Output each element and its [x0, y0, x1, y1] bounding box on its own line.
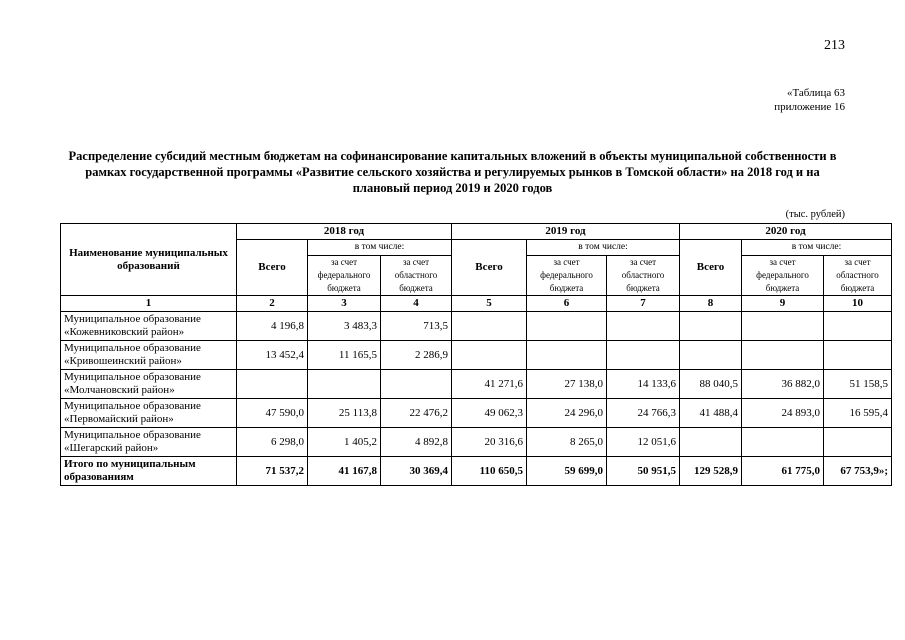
header-year-2018: 2018 год	[237, 224, 452, 240]
value-cell	[607, 341, 680, 370]
total-value-cell: 61 775,0	[742, 457, 824, 486]
value-cell	[452, 312, 527, 341]
header-total-2020: Всего	[680, 240, 742, 296]
value-cell: 1 405,2	[308, 428, 381, 457]
value-cell	[308, 370, 381, 399]
value-cell: 88 040,5	[680, 370, 742, 399]
value-cell: 20 316,6	[452, 428, 527, 457]
municipality-name: Муниципальное образование «Первомайский район»	[61, 399, 237, 428]
column-number: 4	[381, 296, 452, 312]
column-number: 10	[824, 296, 892, 312]
header-regional-2019: за счет областного бюджета	[607, 256, 680, 296]
header-total-2019: Всего	[452, 240, 527, 296]
header-including-2019: в том числе:	[527, 240, 680, 256]
header-including-2018: в том числе:	[308, 240, 452, 256]
table-reference	[774, 86, 845, 114]
table-row	[61, 370, 892, 399]
table-row	[61, 428, 892, 457]
value-cell	[680, 428, 742, 457]
value-cell: 14 133,6	[607, 370, 680, 399]
value-cell: 8 265,0	[527, 428, 607, 457]
value-cell: 713,5	[381, 312, 452, 341]
value-cell: 4 892,8	[381, 428, 452, 457]
value-cell: 47 590,0	[237, 399, 308, 428]
value-cell	[527, 341, 607, 370]
total-label: Итого по муниципальным образованиям	[61, 457, 237, 486]
total-value-cell: 50 951,5	[607, 457, 680, 486]
value-cell: 6 298,0	[237, 428, 308, 457]
header-federal-2019: за счет федерального бюджета	[527, 256, 607, 296]
total-value-cell: 41 167,8	[308, 457, 381, 486]
value-cell: 51 158,5	[824, 370, 892, 399]
value-cell	[824, 428, 892, 457]
value-cell	[607, 312, 680, 341]
column-number: 1	[61, 296, 237, 312]
municipality-name: Муниципальное образование «Кривошеинский район»	[61, 341, 237, 370]
header-federal-2018: за счет федерального бюджета	[308, 256, 381, 296]
total-value-cell: 59 699,0	[527, 457, 607, 486]
value-cell: 11 165,5	[308, 341, 381, 370]
subsidy-table	[60, 223, 892, 486]
total-value-cell: 30 369,4	[381, 457, 452, 486]
value-cell	[742, 341, 824, 370]
value-cell	[237, 370, 308, 399]
value-cell: 2 286,9	[381, 341, 452, 370]
value-cell: 41 488,4	[680, 399, 742, 428]
municipality-name: Муниципальное образование «Шегарский район»	[61, 428, 237, 457]
table-reference-line-2: приложение 16	[774, 101, 845, 113]
total-value-cell: 71 537,2	[237, 457, 308, 486]
value-cell: 41 271,6	[452, 370, 527, 399]
value-cell	[742, 428, 824, 457]
total-value-cell: 110 650,5	[452, 457, 527, 486]
header-name-column: Наименование муниципальных образований	[61, 224, 237, 296]
value-cell: 25 113,8	[308, 399, 381, 428]
header-year-2020: 2020 год	[680, 224, 892, 240]
column-number: 8	[680, 296, 742, 312]
value-cell	[452, 341, 527, 370]
column-number: 2	[237, 296, 308, 312]
header-regional-2020: за счет областного бюджета	[824, 256, 892, 296]
value-cell: 27 138,0	[527, 370, 607, 399]
column-number: 7	[607, 296, 680, 312]
document-title: Распределение субсидий местным бюджетам на софинансирование капитальных вложений в объекты муниципальной собственности в рамках государственной программы «Развитие сельского хозяйства и регулируемых рынков в Томской области» на 2018 год и на плановый период 2019 и 2020 годов	[68, 149, 837, 195]
total-value-cell: 67 753,9»;	[824, 457, 892, 486]
municipality-name: Муниципальное образование «Молчановский район»	[61, 370, 237, 399]
value-cell	[527, 312, 607, 341]
total-value-cell: 129 528,9	[680, 457, 742, 486]
table-row	[61, 399, 892, 428]
value-cell: 12 051,6	[607, 428, 680, 457]
value-cell	[824, 312, 892, 341]
value-cell	[824, 341, 892, 370]
column-number-row	[61, 296, 892, 312]
header-total-2018: Всего	[237, 240, 308, 296]
value-cell: 36 882,0	[742, 370, 824, 399]
value-cell	[680, 341, 742, 370]
column-number: 9	[742, 296, 824, 312]
header-including-2020: в том числе:	[742, 240, 892, 256]
column-number: 5	[452, 296, 527, 312]
value-cell: 13 452,4	[237, 341, 308, 370]
table-row	[61, 341, 892, 370]
header-year-2019: 2019 год	[452, 224, 680, 240]
value-cell	[381, 370, 452, 399]
table-row	[61, 312, 892, 341]
header-regional-2018: за счет областного бюджета	[381, 256, 452, 296]
value-cell: 49 062,3	[452, 399, 527, 428]
value-cell: 3 483,3	[308, 312, 381, 341]
value-cell: 16 595,4	[824, 399, 892, 428]
value-cell: 4 196,8	[237, 312, 308, 341]
municipality-name: Муниципальное образование «Кожевниковский район»	[61, 312, 237, 341]
value-cell: 24 766,3	[607, 399, 680, 428]
total-row	[61, 457, 892, 486]
units-label: (тыс. рублей)	[785, 209, 845, 220]
value-cell: 22 476,2	[381, 399, 452, 428]
column-number: 3	[308, 296, 381, 312]
value-cell: 24 893,0	[742, 399, 824, 428]
value-cell	[742, 312, 824, 341]
table-reference-line-1: «Таблица 63	[786, 87, 845, 99]
value-cell	[680, 312, 742, 341]
value-cell: 24 296,0	[527, 399, 607, 428]
page-number: 213	[824, 38, 845, 53]
column-number: 6	[527, 296, 607, 312]
header-federal-2020: за счет федерального бюджета	[742, 256, 824, 296]
